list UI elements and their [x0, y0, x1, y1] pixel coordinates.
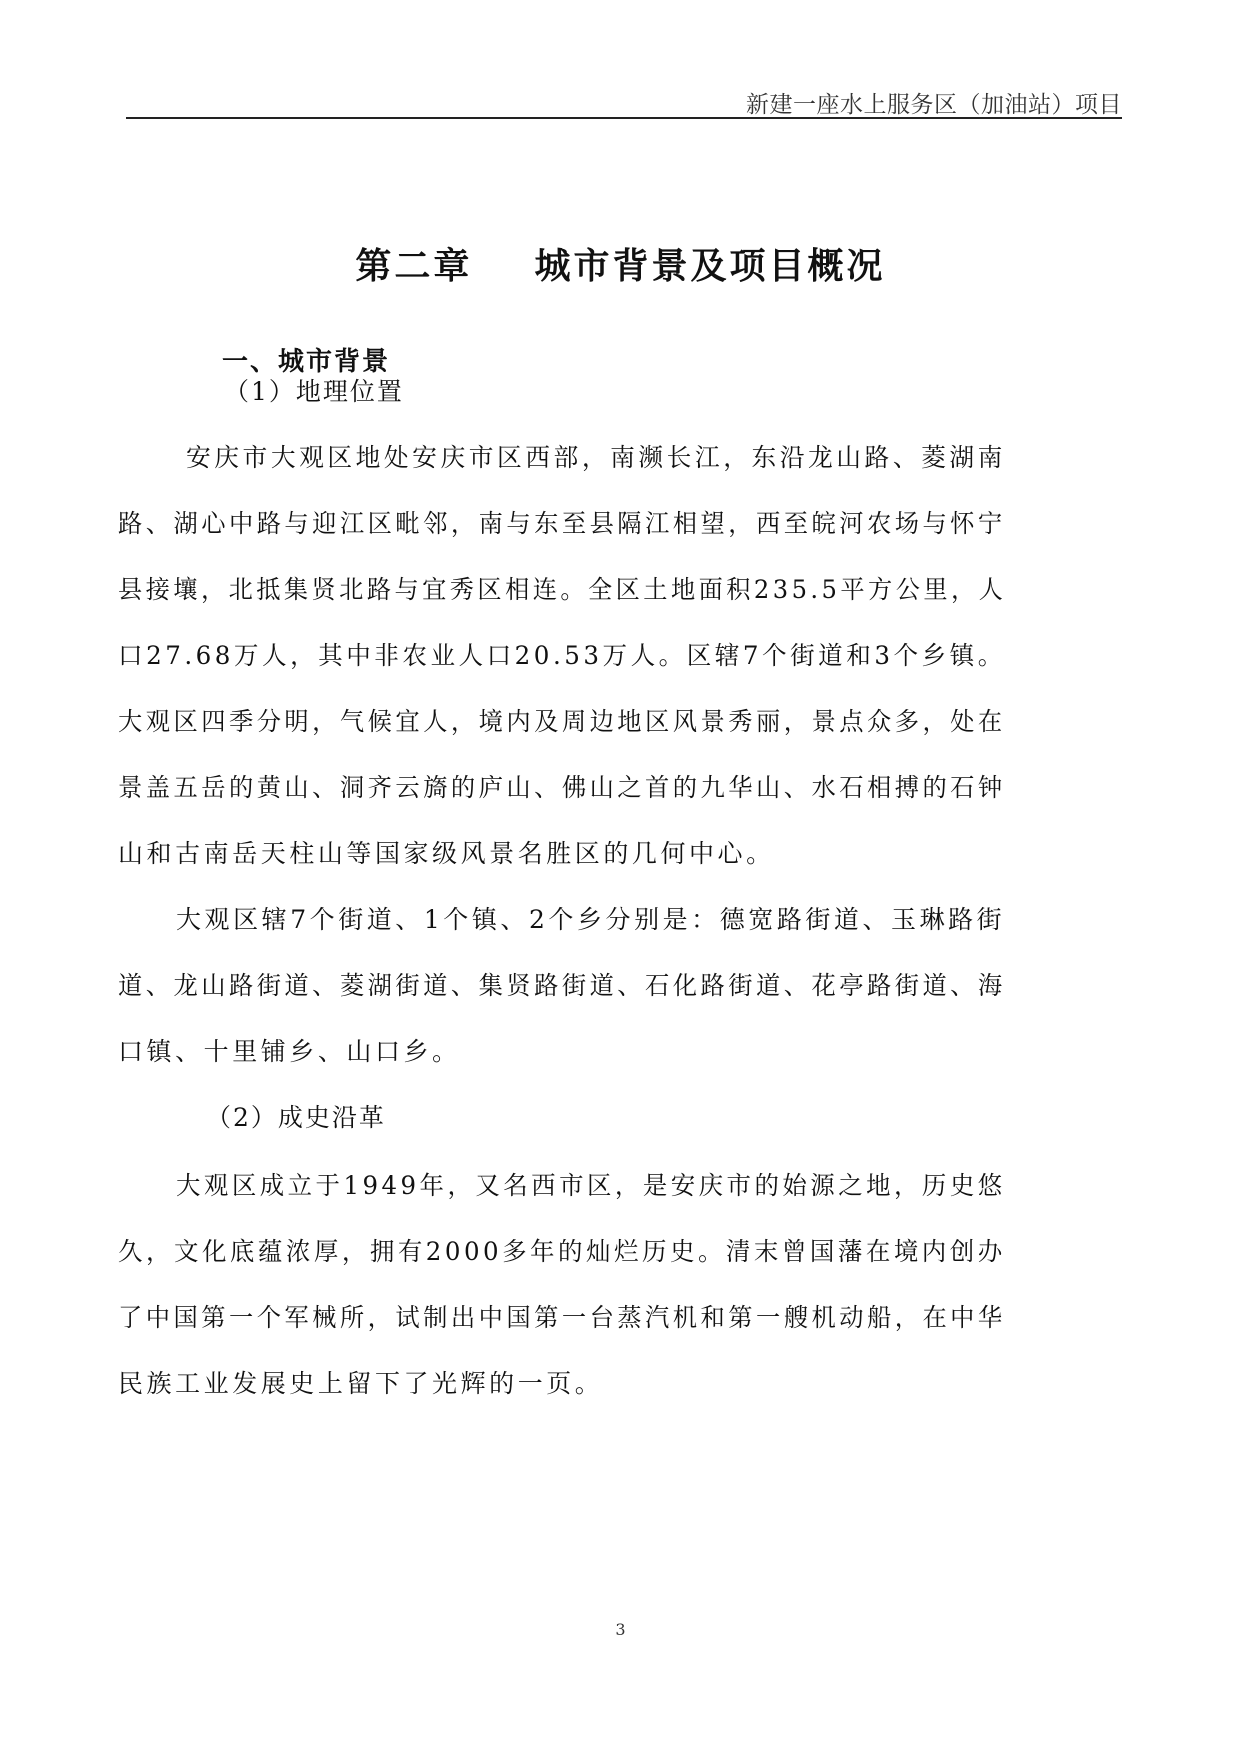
subsection-heading-geography: （1）地理位置 [224, 377, 404, 406]
subsection-heading-history: （2）成史沿革 [206, 1103, 386, 1132]
header-rule [126, 117, 1122, 119]
page-number: 3 [615, 1620, 626, 1639]
paragraph-line: 景盖五岳的黄山、洞齐云旖的庐山、佛山之首的九华山、水石相搏的石钟 [118, 773, 1006, 802]
paragraph-line: 口27.68万人，其中非农业人口20.53万人。区辖7个街道和3个乡镇。 [118, 641, 1006, 670]
paragraph-line: 民族工业发展史上留下了光辉的一页。 [118, 1369, 604, 1398]
paragraph-line: 大观区成立于1949年，又名西市区，是安庆市的始源之地，历史悠 [176, 1171, 1006, 1200]
running-header: 新建一座水上服务区（加油站）项目 [746, 92, 1122, 118]
paragraph-line: 山和古南岳天柱山等国家级风景名胜区的几何中心。 [118, 839, 775, 868]
paragraph-line: 安庆市大观区地处安庆市区西部，南濒长江，东沿龙山路、菱湖南 [186, 443, 1006, 472]
paragraph-line: 口镇、十里铺乡、山口乡。 [118, 1037, 461, 1066]
paragraph-line: 大观区四季分明，气候宜人，境内及周边地区风景秀丽，景点众多，处在 [118, 707, 1006, 736]
paragraph-line: 大观区辖7个街道、1个镇、2个乡分别是：德宽路街道、玉琳路街 [176, 905, 1006, 934]
chapter-title: 第二章 城市背景及项目概况 [355, 246, 886, 287]
section-heading: 一、城市背景 [222, 347, 391, 377]
paragraph-line: 路、湖心中路与迎江区毗邻，南与东至县隔江相望，西至皖河农场与怀宁 [118, 509, 1006, 538]
paragraph-line: 县接壤，北抵集贤北路与宜秀区相连。全区土地面积235.5平方公里，人 [118, 575, 1007, 604]
paragraph-line: 道、龙山路街道、菱湖街道、集贤路街道、石化路街道、花亭路街道、海 [118, 971, 1006, 1000]
paragraph-line: 久，文化底蕴浓厚，拥有2000多年的灿烂历史。清末曾国藩在境内创办 [118, 1237, 1006, 1266]
paragraph-line: 了中国第一个军械所，试制出中国第一台蒸汽机和第一艘机动船，在中华 [118, 1303, 1006, 1332]
